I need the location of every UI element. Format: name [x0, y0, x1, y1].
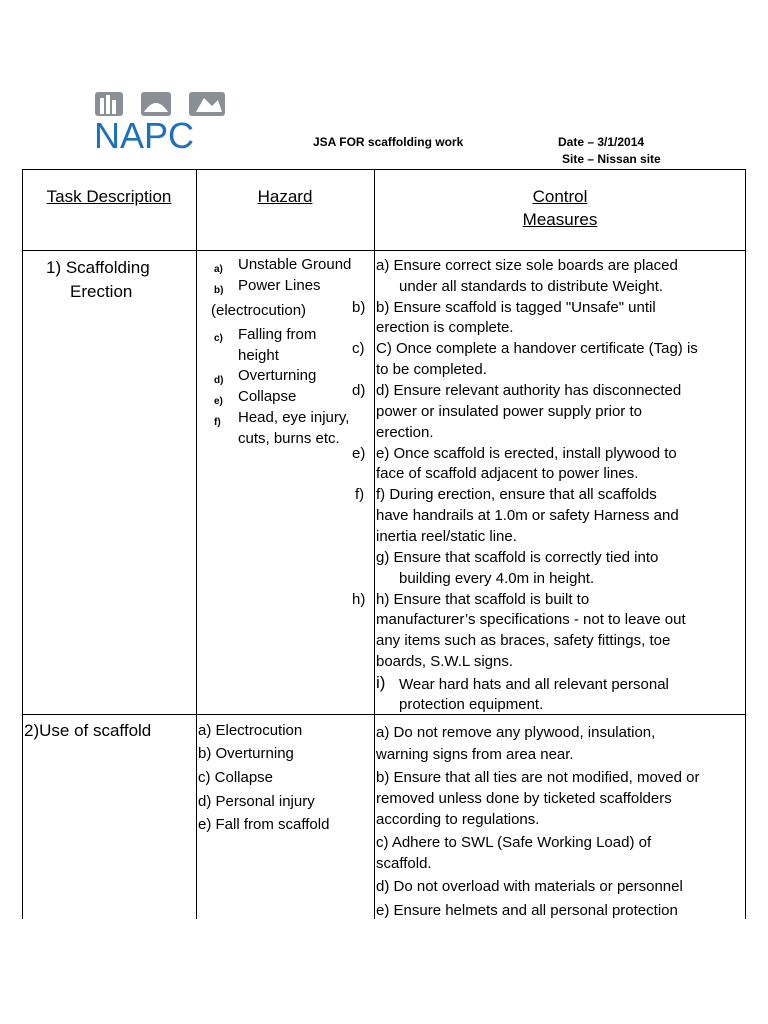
- hazard-item: height: [238, 347, 279, 364]
- control-line: g) Ensure that scaffold is correctly tied into: [376, 549, 659, 566]
- control-side-marker: d): [352, 382, 366, 399]
- hazard-item: c) Collapse: [198, 769, 274, 786]
- row2-task: 2)Use of scaffold: [24, 721, 152, 740]
- control-line: under all standards to distribute Weight.: [399, 278, 664, 295]
- control-line: e) Ensure helmets and all personal protection: [376, 902, 678, 919]
- hazard-item: Power Lines: [238, 277, 321, 294]
- row1-task-line1: 1) Scaffolding: [46, 258, 150, 277]
- control-line: any items such as braces, safety fittings, toe: [376, 632, 671, 649]
- column-header-control: [374, 185, 746, 231]
- control-line: a) Do not remove any plywood, insulation,: [376, 724, 656, 741]
- hazard-marker: c): [214, 333, 223, 344]
- document-date: Date – 3/1/2014: [558, 135, 645, 149]
- hazard-item: Collapse: [238, 388, 297, 405]
- table-divider-1: [196, 169, 197, 919]
- hazard-item: Overturning: [238, 367, 317, 384]
- control-line: face of scaffold adjacent to power lines.: [376, 465, 639, 482]
- control-line: Wear hard hats and all relevant personal: [399, 676, 669, 693]
- control-line: scaffold.: [376, 855, 432, 872]
- hazard-item: e) Fall from scaffold: [198, 816, 330, 833]
- control-line: d) Do not overload with materials or personnel: [376, 878, 683, 895]
- control-line: warning signs from area near.: [376, 746, 574, 763]
- control-line: removed unless done by ticketed scaffolders: [376, 790, 672, 807]
- control-line: f) During erection, ensure that all scaffolds: [376, 486, 657, 503]
- hazard-item: (electrocution): [211, 302, 307, 319]
- control-line: d) Ensure relevant authority has disconnected: [376, 382, 682, 399]
- napc-logo: [92, 86, 232, 156]
- table-border-header: [22, 250, 746, 251]
- hazard-marker: a): [214, 264, 223, 275]
- hazard-item: Falling from: [238, 326, 317, 343]
- document-title: JSA FOR scaffolding work: [313, 135, 464, 149]
- document-site: Site – Nissan site: [562, 152, 661, 166]
- control-side-marker: e): [352, 445, 366, 462]
- control-line: boards, S.W.L signs.: [376, 653, 514, 670]
- control-side-marker: b): [352, 299, 366, 316]
- control-line: erection is complete.: [376, 319, 514, 336]
- control-line: inertia reel/static line.: [376, 528, 517, 545]
- hazard-item: b) Overturning: [198, 745, 294, 762]
- control-line: h) Ensure that scaffold is built to: [376, 591, 590, 608]
- control-line: e) Once scaffold is erected, install plywood to: [376, 445, 677, 462]
- hazard-marker: d): [214, 375, 224, 386]
- control-side-marker: c): [352, 340, 365, 357]
- control-line: to be completed.: [376, 361, 487, 378]
- control-line: have handrails at 1.0m or safety Harness and: [376, 507, 679, 524]
- table-divider-2: [374, 169, 375, 919]
- hazard-item: a) Electrocution: [198, 722, 303, 739]
- table-border-left: [22, 169, 23, 919]
- column-header-task: Task Description: [46, 187, 172, 206]
- hazard-item: cuts, burns etc.: [238, 430, 340, 447]
- column-header-control-line2: Measures: [522, 210, 598, 229]
- control-line: building every 4.0m in height.: [399, 570, 595, 587]
- table-border-top: [22, 169, 746, 170]
- column-header-hazard: Hazard: [257, 187, 313, 206]
- control-line: erection.: [376, 424, 434, 441]
- logo-wordmark: NAPC: [94, 115, 195, 156]
- control-line: protection equipment.: [399, 696, 544, 713]
- control-line: b) Ensure scaffold is tagged "Unsafe" until: [376, 299, 656, 316]
- control-line: C) Once complete a handover certificate (Tag) is: [376, 340, 698, 357]
- hazard-item: Head, eye injury,: [238, 409, 350, 426]
- control-line: manufacturer’s specifications - not to leave out: [376, 611, 686, 628]
- hazard-item: d) Personal injury: [198, 793, 315, 810]
- control-line: i): [376, 673, 386, 692]
- hazard-marker: b): [214, 285, 224, 296]
- table-border-right: [745, 169, 746, 919]
- column-header-control-line1: Control: [532, 187, 588, 206]
- table-border-row1: [22, 714, 746, 715]
- control-side-marker: h): [352, 591, 366, 608]
- control-line: power or insulated power supply prior to: [376, 403, 642, 420]
- hazard-marker: f): [214, 417, 221, 428]
- control-side-marker: f): [355, 486, 365, 503]
- control-line: according to regulations.: [376, 811, 540, 828]
- control-line: b) Ensure that all ties are not modified, moved or: [376, 769, 700, 786]
- hazard-marker: e): [214, 396, 223, 407]
- control-line: a) Ensure correct size sole boards are placed: [376, 257, 678, 274]
- control-line: c) Adhere to SWL (Safe Working Load) of: [376, 834, 652, 851]
- hazard-item: Unstable Ground: [238, 256, 352, 273]
- row1-task-line2: Erection: [70, 282, 133, 301]
